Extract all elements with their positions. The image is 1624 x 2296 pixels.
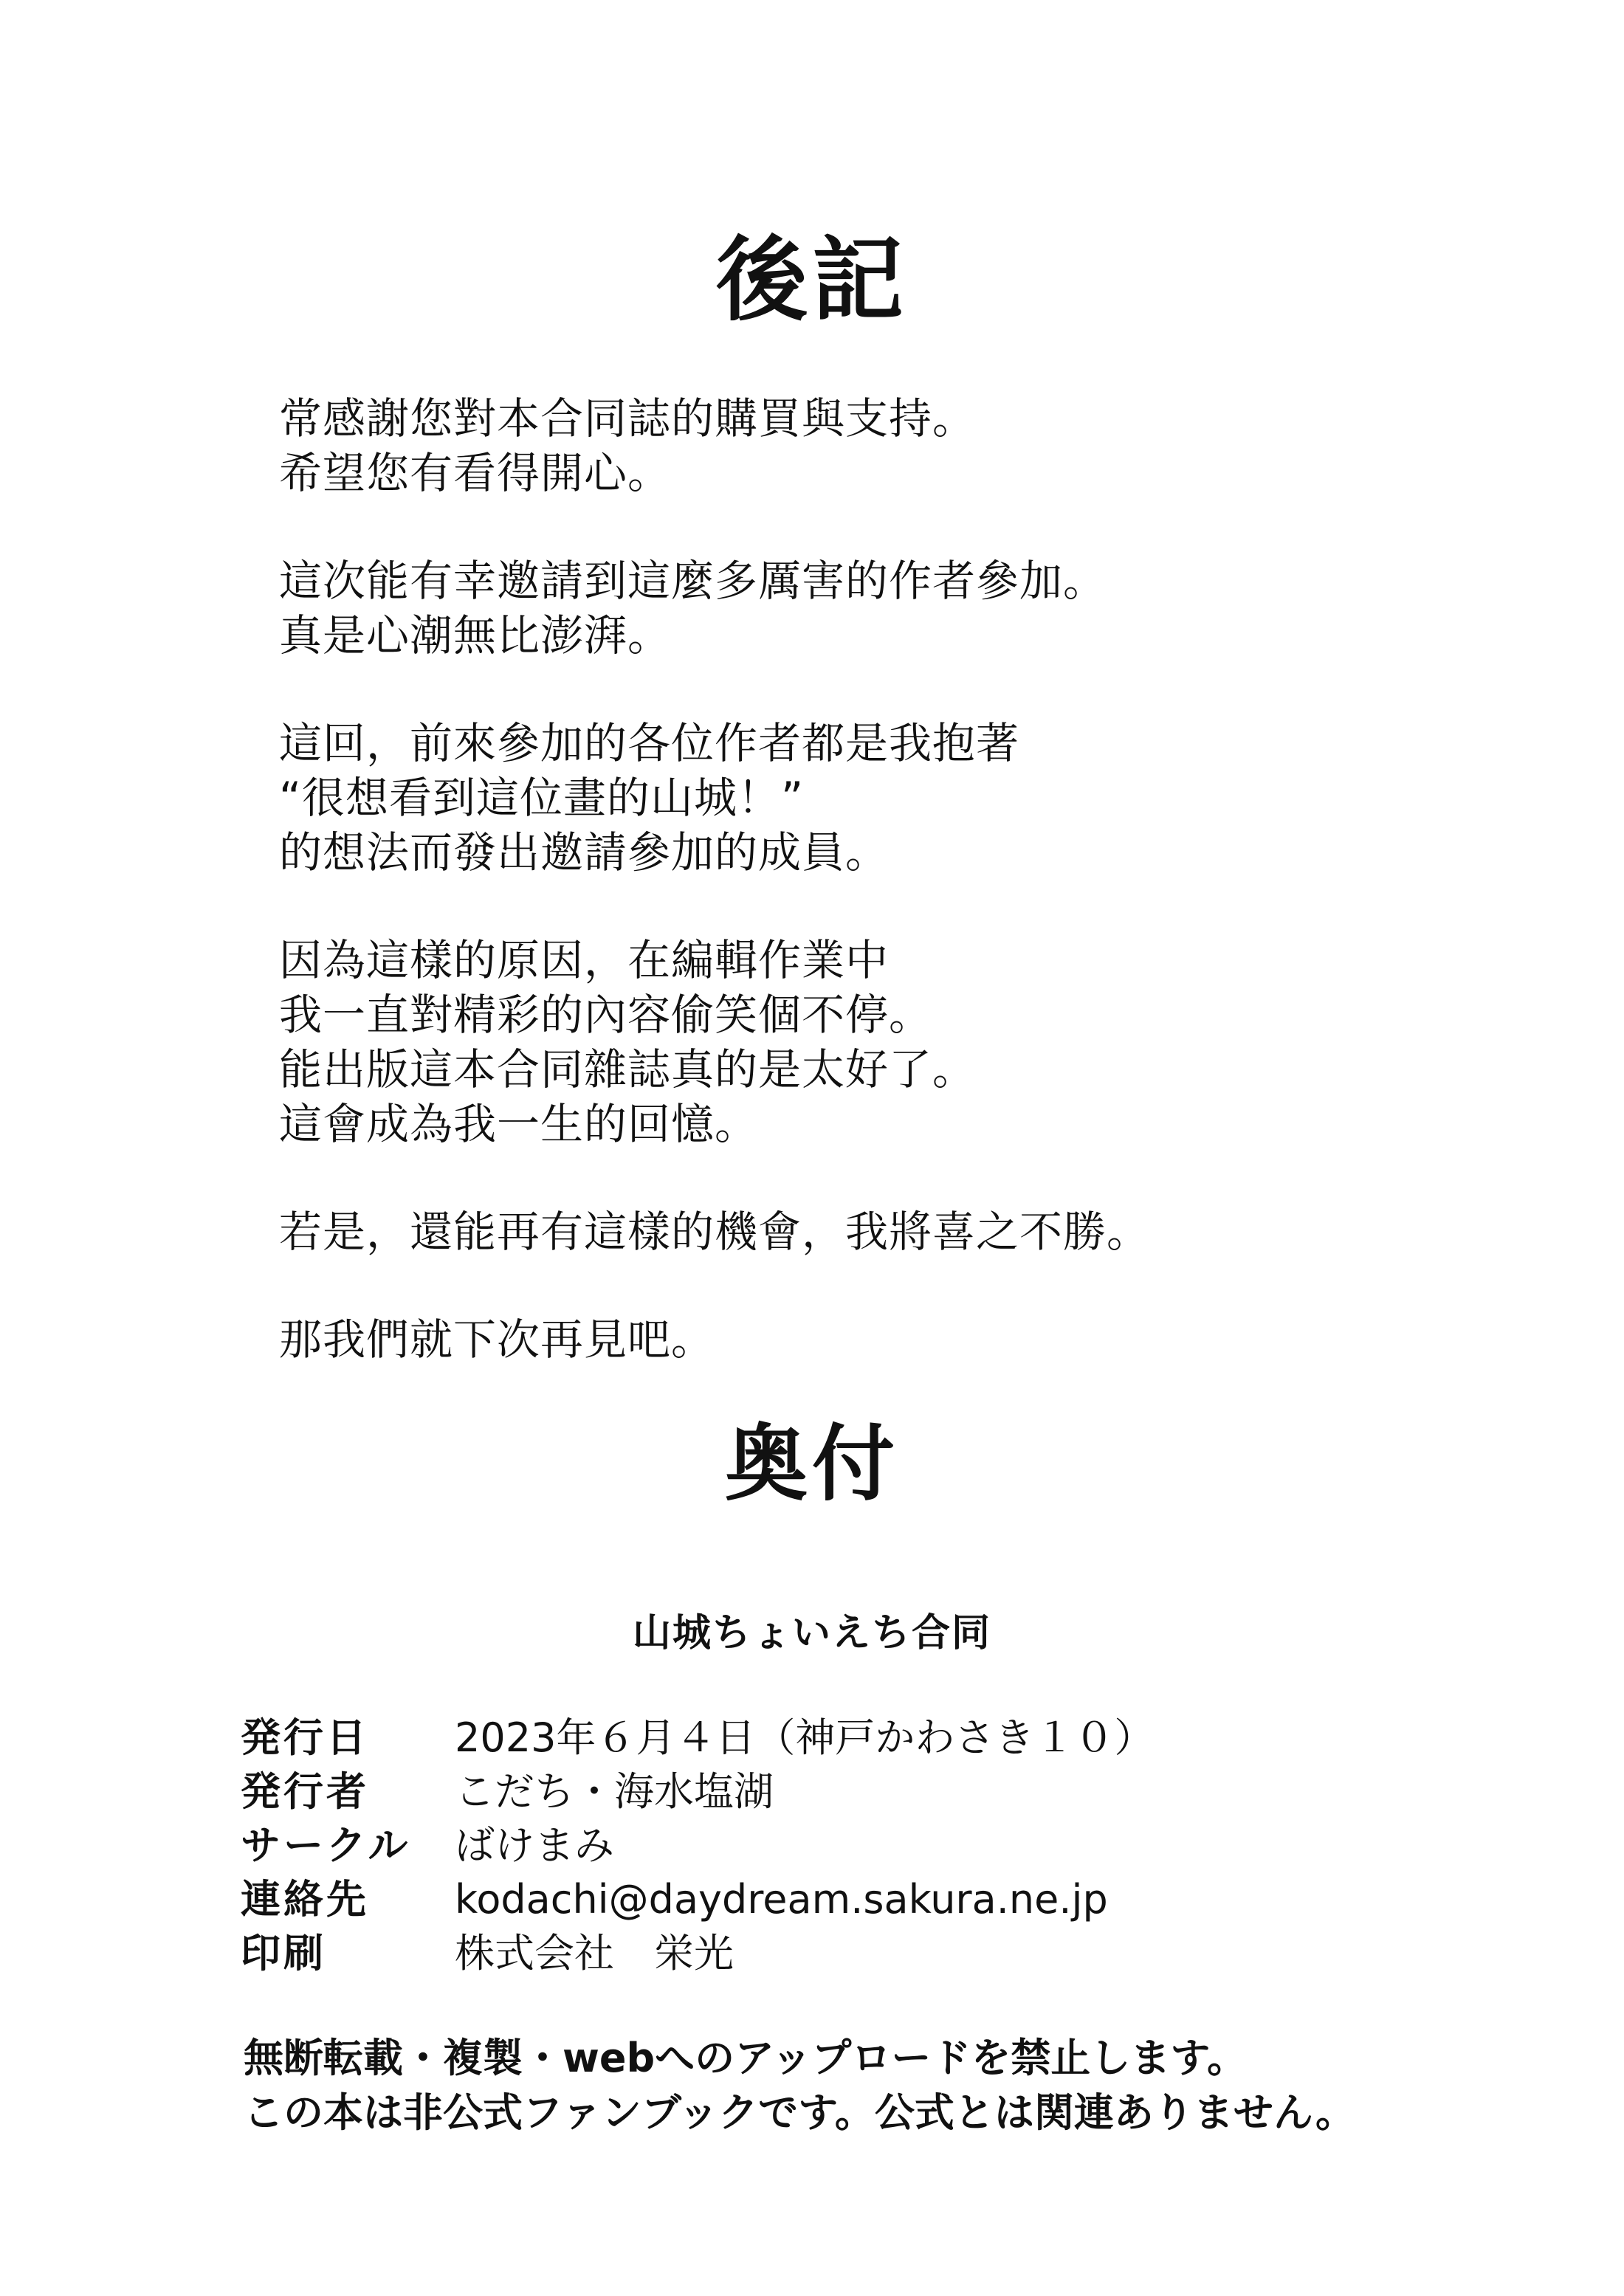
afterword-heading: 後記 (715, 227, 908, 334)
colophon-row-contact (241, 1872, 1569, 1926)
afterword-paragraph (279, 554, 1534, 663)
afterword-line: 因為這樣的原因，在編輯作業中 (279, 935, 890, 985)
afterword-body (279, 391, 1534, 1420)
afterword-line: 這會成為我一生的回憶。 (279, 1099, 759, 1149)
book-title: 山城ちょいえち合同 (632, 1611, 991, 1655)
afterword-line: 能出版這本合同雜誌真的是太好了。 (279, 1044, 977, 1094)
colophon-table (241, 1711, 1569, 1980)
colophon-label: 連絡先 (241, 1876, 369, 1923)
colophon-row-circle (241, 1818, 1569, 1872)
colophon-row-publisher (241, 1765, 1569, 1818)
afterword-paragraph (279, 716, 1534, 880)
afterword-line: 常感謝您對本合同誌的購買與支持。 (279, 393, 977, 444)
afterword-line: 這回，前來參加的各位作者都是我抱著 (279, 718, 1020, 768)
colophon-value: こだち・海水塩湖 (455, 1768, 774, 1815)
afterword-line: 希望您有看得開心。 (279, 448, 672, 498)
notice-line: 無断転載・複製・webへのアップロードを禁止します。 (244, 2035, 1248, 2081)
copyright-notice (244, 2031, 1572, 2140)
afterword-line: 這次能有幸邀請到這麼多厲害的作者參加。 (279, 556, 1107, 606)
colophon-label: サークル (241, 1822, 411, 1869)
afterword-paragraph (279, 1204, 1534, 1259)
afterword-line: 那我們就下次再見吧。 (279, 1314, 715, 1365)
colophon-value: kodachi@daydream.sakura.ne.jp (455, 1876, 1108, 1923)
colophon-value: ばけまみ (455, 1822, 614, 1869)
colophon-label: 発行者 (241, 1768, 369, 1815)
colophon-label: 印刷 (241, 1930, 326, 1976)
colophon-row-printer (241, 1926, 1569, 1980)
afterword-line: 若是，還能再有這樣的機會，我將喜之不勝。 (279, 1207, 1151, 1257)
afterword-line: 真是心潮無比澎湃。 (279, 610, 672, 661)
notice-line: この本は非公式ファンブックです。公式とは関連ありません。 (244, 2089, 1356, 2136)
afterword-paragraph (279, 933, 1534, 1151)
colophon-row-date (241, 1711, 1569, 1765)
colophon-label: 発行日 (241, 1714, 369, 1761)
afterword-paragraph (279, 1312, 1534, 1367)
colophon-heading: 奥付 (725, 1416, 899, 1512)
colophon-value: 2023年６月４日（神戸かわさき１０） (455, 1714, 1155, 1761)
colophon-value: 株式会社 栄光 (455, 1930, 734, 1976)
afterword-paragraph (279, 391, 1534, 500)
afterword-line: 我一直對精彩的內容偷笑個不停。 (279, 990, 933, 1040)
afterword-line: “很想看到這位畫的山城！” (279, 773, 805, 823)
afterword-line: 的想法而發出邀請參加的成員。 (279, 827, 890, 878)
